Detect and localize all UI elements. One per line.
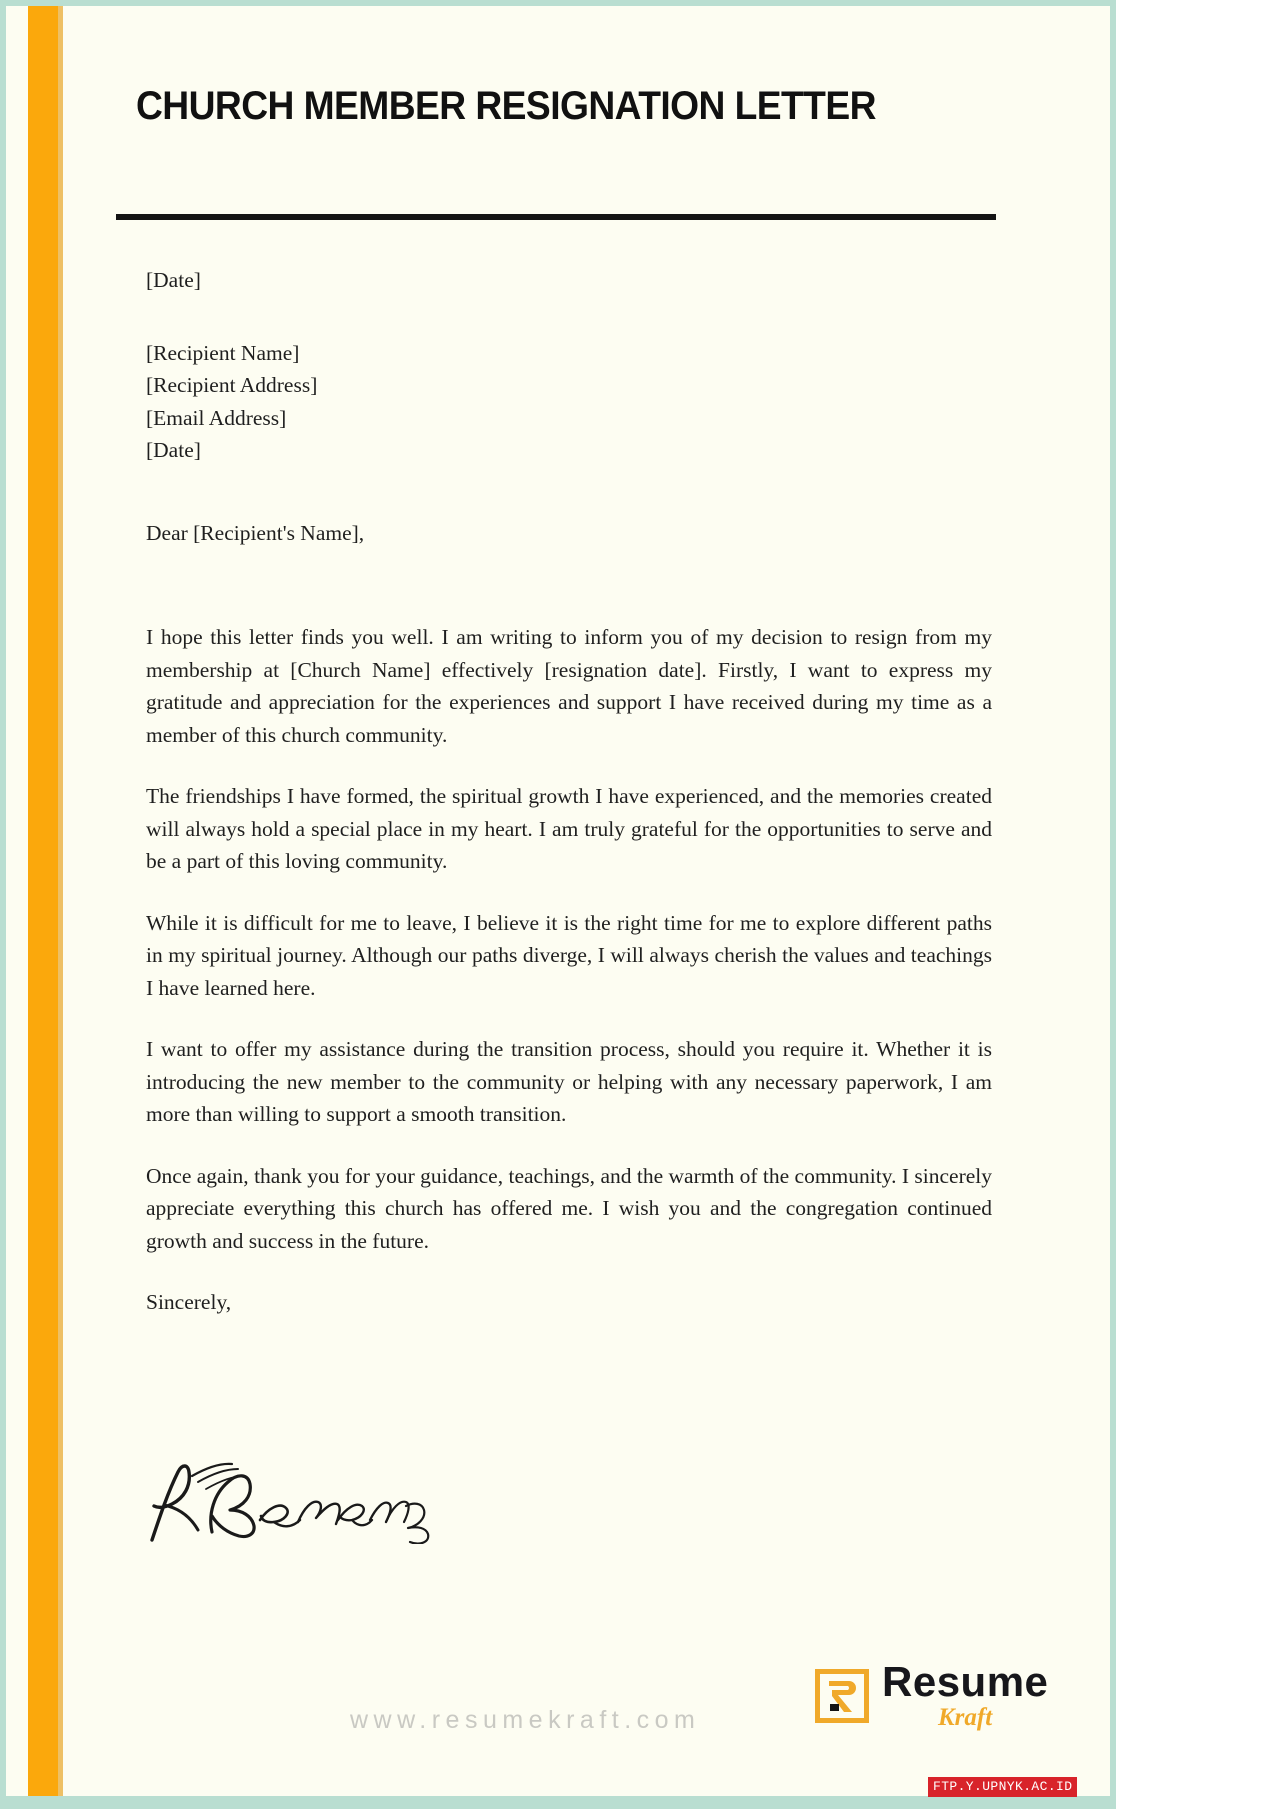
brand-r-mark-icon xyxy=(815,1669,869,1723)
footer-website-url[interactable]: www.resumekraft.com xyxy=(350,1706,701,1734)
body-paragraph-4: I want to offer my assistance during the transition process, should you require it. Whether it is introducing the new member to the community or helping with any necessary paperwork, I am more than willing to support a smooth transition. xyxy=(146,1037,992,1126)
recipient-date: [Date] xyxy=(146,438,201,462)
closing-line: Sincerely, xyxy=(146,1290,232,1314)
recipient-address-block xyxy=(146,337,992,467)
left-accent-stripe-edge xyxy=(58,6,63,1796)
page-title: CHURCH MEMBER RESIGNATION LETTER xyxy=(136,84,876,128)
letter-body xyxy=(146,264,992,1319)
recipient-email: [Email Address] xyxy=(146,405,287,430)
body-paragraph-5: Once again, thank you for your guidance, teachings, and the warmth of the community. I sincerely appreciate everything this church has offered me. I wish you and the congregation continued growth and success in the future. xyxy=(146,1163,992,1253)
left-accent-stripe xyxy=(28,6,58,1796)
salutation: Dear [Recipient's Name], xyxy=(146,520,365,545)
brand-name-text: Resume xyxy=(882,1658,1049,1705)
body-paragraph-3: While it is difficult for me to leave, I believe it is the right time for me to explore different paths in my spiritual journey. Although our paths diverge, I will always cherish the values and teachings I have learned here. xyxy=(146,910,992,1000)
title-divider-rule xyxy=(116,214,996,220)
source-watermark-badge: FTP.Y.UPNYK.AC.ID xyxy=(928,1777,1077,1797)
body-paragraph-2: The friendships I have formed, the spiritual growth I have experienced, and the memories created will always hold a special place in my heart. I am truly grateful for the opportunities to serve and be a part of this loving community. xyxy=(146,784,992,873)
recipient-name: [Recipient Name] xyxy=(146,340,300,365)
document-sheet xyxy=(6,6,1110,1796)
resumekraft-logo[interactable] xyxy=(815,1658,1049,1731)
document-content xyxy=(82,6,1102,1796)
recipient-address: [Recipient Address] xyxy=(146,373,318,397)
letter-date: [Date] xyxy=(146,268,201,292)
brand-tagline-text: Kraft xyxy=(938,1704,993,1731)
signature-image xyxy=(134,1458,464,1544)
body-paragraph-1: I hope this letter finds you well. I am writing to inform you of my decision to resign from my membership at [Church Name] effectively [resignation date]. Firstly, I want to express my gratitude and appreciation for the experiences and support I have received during my time as a member of this church community. xyxy=(146,625,992,747)
brand-wordmark xyxy=(882,1658,1049,1731)
